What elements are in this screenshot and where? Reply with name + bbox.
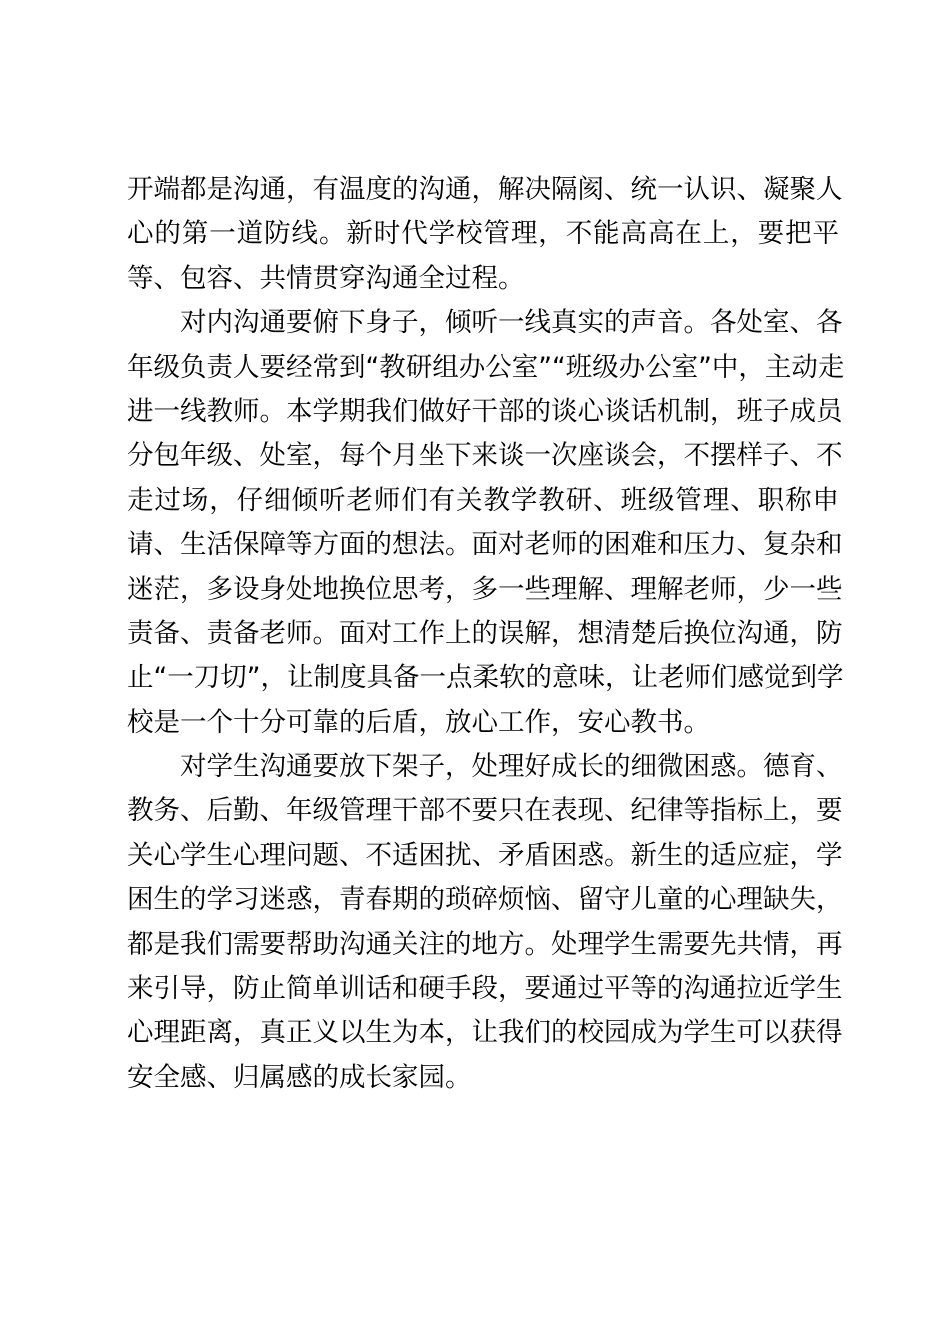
paragraph-3-line-2: 教务、后勤、年级管理干部不要只在表现、纪律等指标上，要 — [127, 795, 843, 827]
paragraph-2-line-3: 进一线教师。本学期我们做好干部的谈心谈话机制，班子成员 — [127, 395, 843, 427]
paragraph-3-line-7: 心理距离，真正义以生为本，让我们的校园成为学生可以获得 — [127, 1017, 843, 1049]
paragraph-2-line-8: 责备、责备老师。面对工作上的误解，想清楚后换位沟通，防 — [127, 617, 843, 649]
paragraph-3-line-5: 都是我们需要帮助沟通关注的地方。处理学生需要先共情，再 — [127, 928, 843, 960]
paragraph-2-line-6: 请、生活保障等方面的想法。面对老师的困难和压力、复杂和 — [127, 529, 843, 561]
paragraph-2-line-1: 对内沟通要俯下身子，倾听一线真实的声音。各处室、各 — [180, 307, 843, 339]
body-text — [127, 168, 845, 1100]
paragraph-2-line-7: 迷茫，多设身处地换位思考，多一些理解、理解老师，少一些 — [127, 573, 843, 605]
paragraph-2-line-10: 校是一个十分可靠的后盾，放心工作，安心教书。 — [127, 706, 710, 738]
paragraph-3-line-3: 关心学生心理问题、不适困扰、矛盾困惑。新生的适应症，学 — [127, 839, 843, 871]
paragraph-2-line-2: 年级负责人要经常到“教研组办公室”“班级办公室”中，主动走 — [127, 351, 845, 383]
paragraph-2-line-9: 止“一刀切”，让制度具备一点柔软的意味，让老师们感觉到学 — [127, 662, 844, 694]
paragraph-3-line-8: 安全感、归属感的成长家园。 — [127, 1061, 472, 1093]
paragraph-3-line-1: 对学生沟通要放下架子，处理好成长的细微困惑。德育、 — [180, 751, 843, 783]
paragraph-2-line-4: 分包年级、处室，每个月坐下来谈一次座谈会，不摆样子、不 — [127, 440, 843, 472]
paragraph-1-line-3: 等、包容、共情贯穿沟通全过程。 — [127, 262, 525, 294]
paragraph-1-line-1: 开端都是沟通，有温度的沟通，解决隔阂、统一认识、凝聚人 — [127, 174, 843, 205]
paragraph-3-line-4: 困生的学习迷惑，青春期的琐碎烦恼、留守儿童的心理缺失， — [127, 884, 843, 916]
paragraph-1-line-2: 心的第一道防线。新时代学校管理，不能高高在上，要把平 — [127, 218, 839, 250]
paragraph-2-line-5: 走过场，仔细倾听老师们有关教学教研、班级管理、职称申 — [127, 484, 839, 516]
paragraph-3-line-6: 来引导，防止简单训话和硬手段，要通过平等的沟通拉近学生 — [127, 973, 843, 1005]
